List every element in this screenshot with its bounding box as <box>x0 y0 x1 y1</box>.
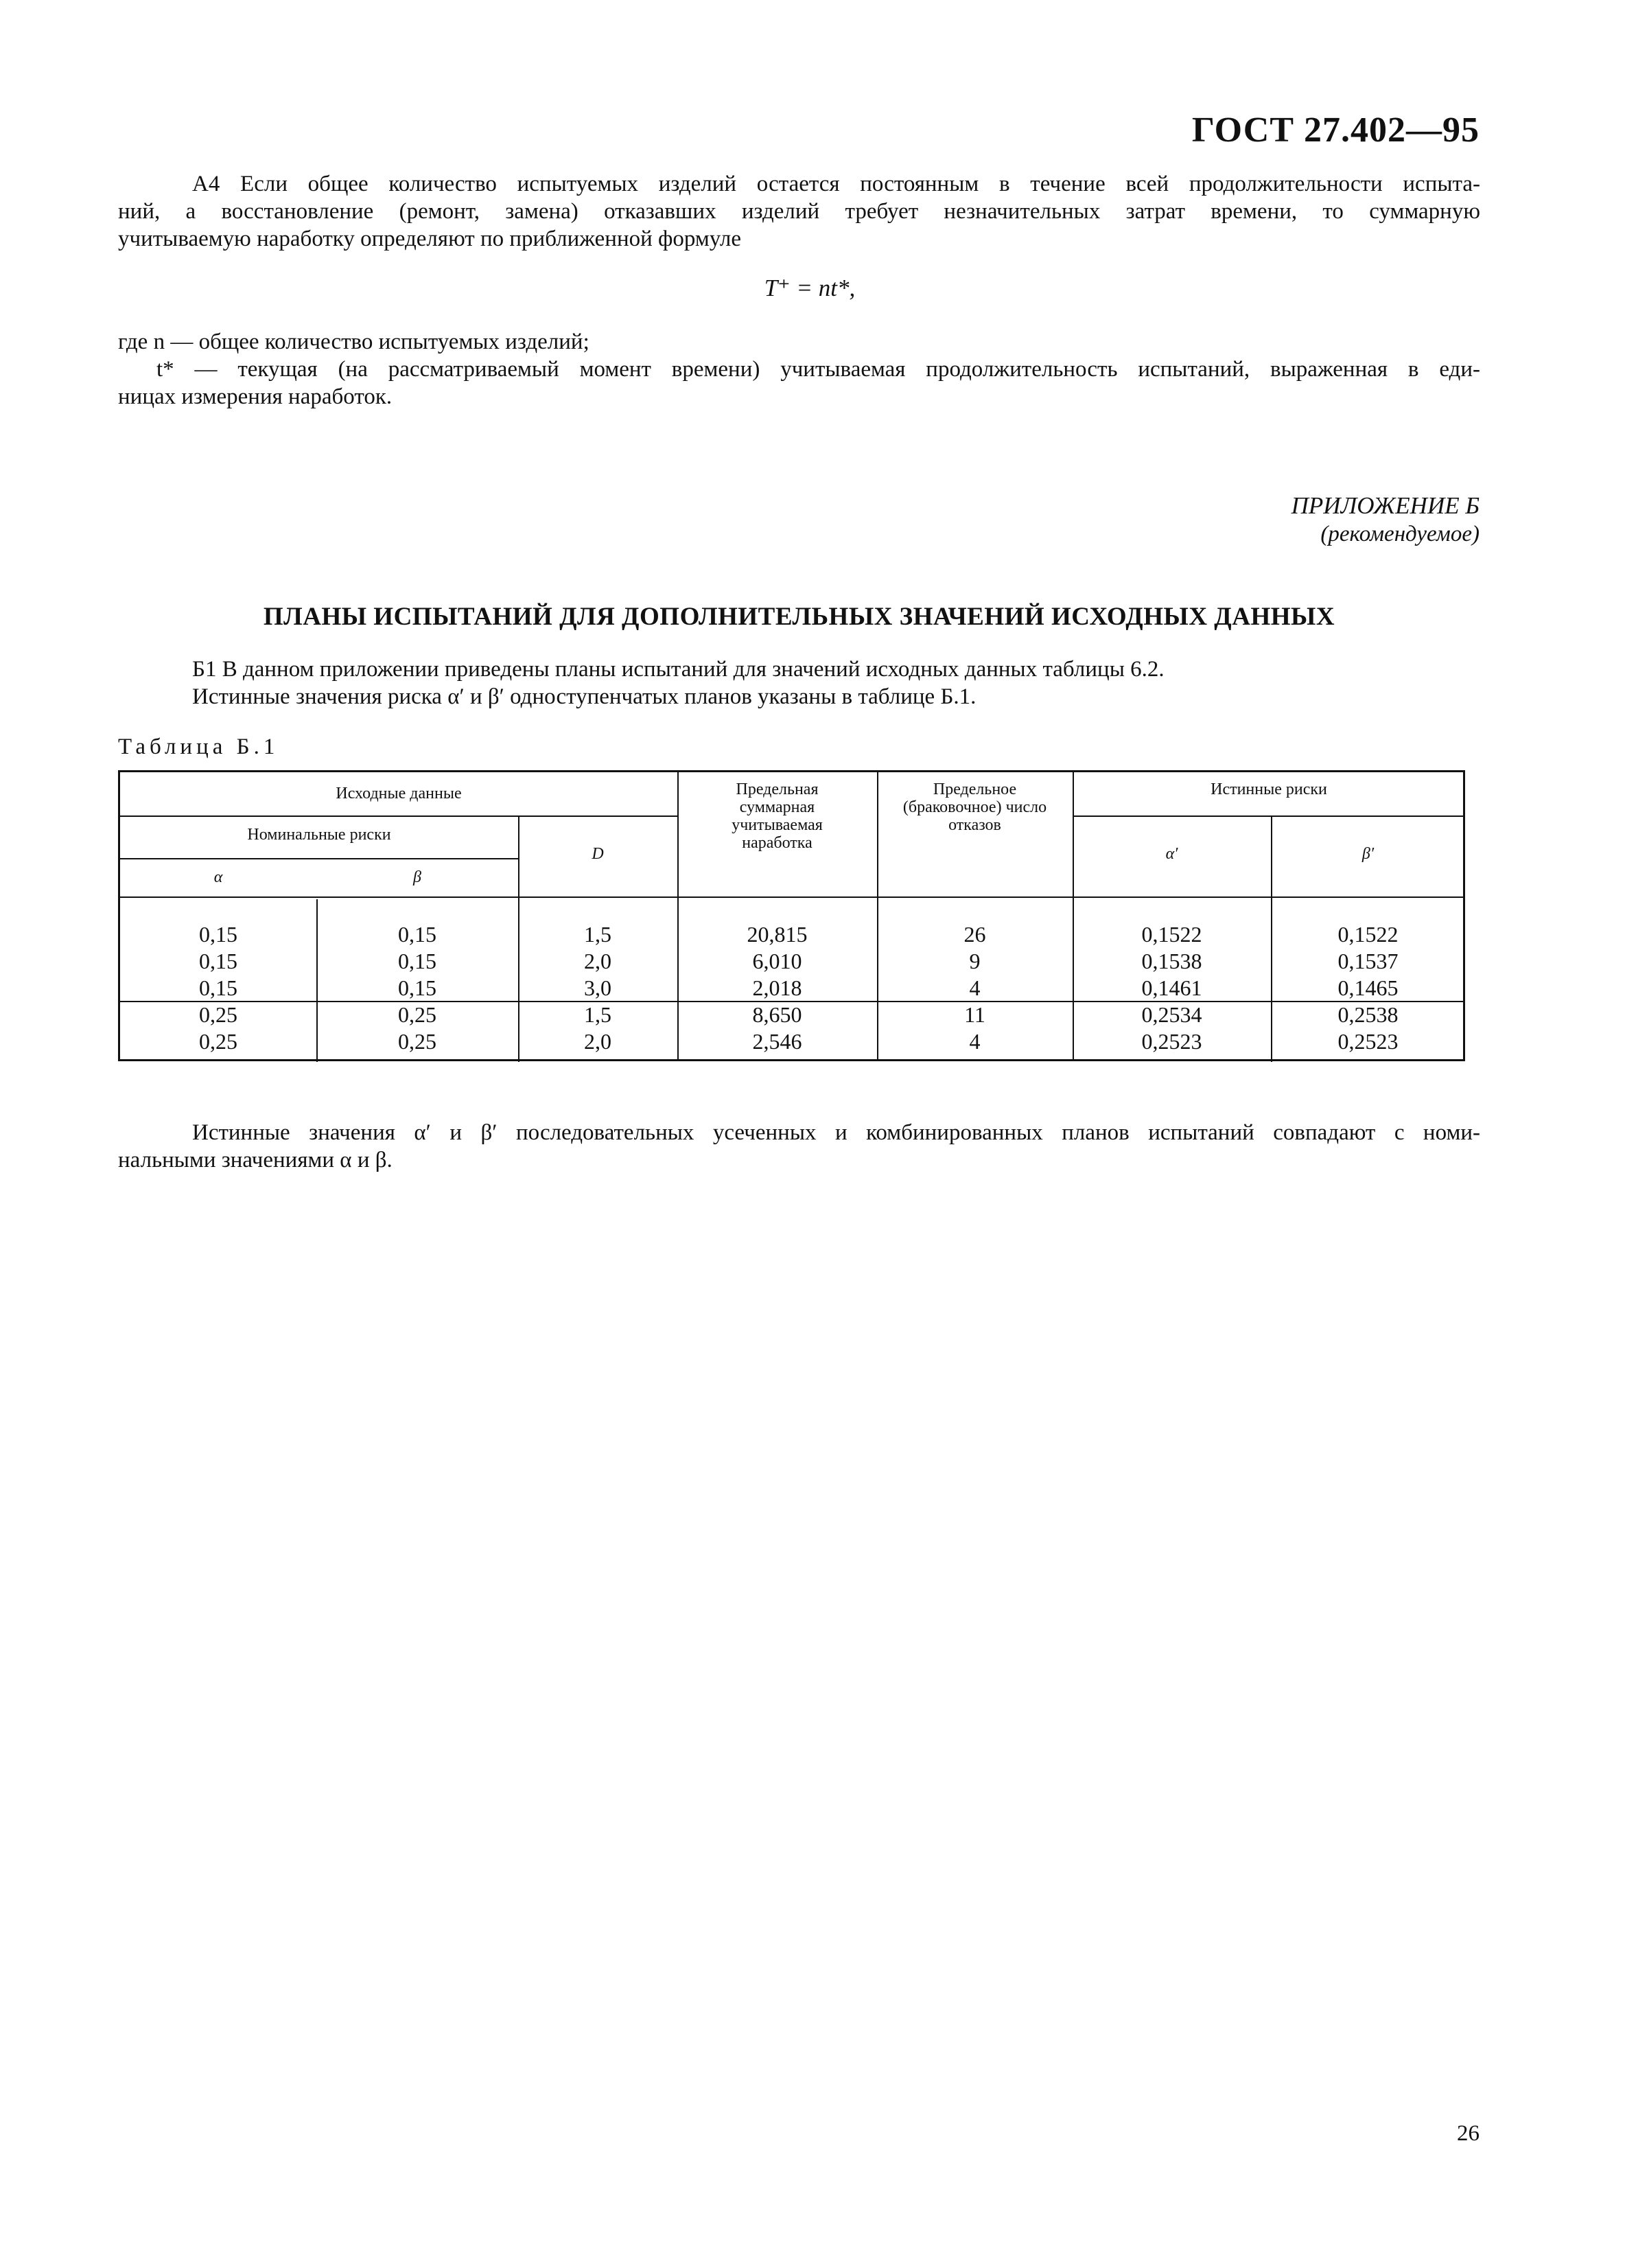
cell-total: 6,010 <box>752 949 802 973</box>
cell-total: 2,546 <box>752 1029 802 1054</box>
where-line-3: ницах измерения наработок. <box>118 384 393 409</box>
cell-alpha: 0,15 <box>199 949 237 973</box>
appendix-sublabel: (рекомендуемое) <box>1320 522 1480 546</box>
cell-fails: 9 <box>969 949 981 973</box>
cell-alpha: 0,25 <box>199 1029 237 1054</box>
cell-beta-p: 0,1537 <box>1337 949 1399 973</box>
header-limit-total-line-4: наработка <box>742 834 812 852</box>
document-code: ГОСТ 27.402—95 <box>1191 111 1480 150</box>
cell-beta: 0,25 <box>398 1002 436 1027</box>
cell-d: 2,0 <box>584 1029 611 1054</box>
paragraph-a4-line-3: учитываемую наработку определяют по приближенной формуле <box>118 227 741 251</box>
final-paragraph <box>118 1119 1480 1174</box>
header-limit-fails <box>877 780 1073 834</box>
header-limit-total <box>677 780 877 852</box>
where-definitions <box>118 356 1480 410</box>
cell-alpha-p: 0,2534 <box>1141 1002 1202 1027</box>
cell-alpha-p: 0,1461 <box>1141 975 1202 1000</box>
where-line-1: где n — общее количество испытуемых изделий; <box>118 329 589 354</box>
cell-fails: 11 <box>964 1002 985 1027</box>
cell-alpha: 0,15 <box>199 975 237 1000</box>
table-row <box>120 1028 1465 1055</box>
cell-beta-p: 0,2538 <box>1337 1002 1399 1027</box>
cell-fails: 4 <box>969 1029 981 1054</box>
cell-total: 2,018 <box>752 975 802 1000</box>
paragraph-b1-line-2: Истинные значения риска α′ и β′ одноступенчатых планов указаны в таблице Б.1. <box>192 684 977 709</box>
cell-beta: 0,15 <box>398 949 436 973</box>
header-limit-total-line-2: суммарная <box>739 798 815 816</box>
table-b1 <box>118 770 1465 1061</box>
cell-d: 1,5 <box>584 1002 611 1027</box>
cell-d: 3,0 <box>584 975 611 1000</box>
cell-alpha-p: 0,1538 <box>1141 949 1202 973</box>
final-paragraph-line-1: Истинные значения α′ и β′ последовательных усеченных и комбинированных планов испытаний совпадают с номи- <box>192 1120 1480 1145</box>
cell-d: 1,5 <box>584 922 611 947</box>
final-paragraph-line-2: нальными значениями α и β. <box>118 1148 393 1172</box>
appendix-label: ПРИЛОЖЕНИЕ Б <box>1291 492 1480 519</box>
cell-beta: 0,15 <box>398 922 436 947</box>
cell-beta-p: 0,2523 <box>1337 1029 1399 1054</box>
header-alpha-prime: α′ <box>1165 845 1178 863</box>
table-row <box>120 921 1465 948</box>
header-nominal-risks: Номинальные риски <box>247 826 391 844</box>
table-caption: Таблица Б.1 <box>118 734 279 759</box>
hline-header-bottom <box>120 896 1465 898</box>
paragraph-b1-line-1: Б1 В данном приложении приведены планы испытаний для значений исходных данных таблицы 6.2. <box>192 657 1165 682</box>
cell-alpha-p: 0,2523 <box>1141 1029 1202 1054</box>
table-row <box>120 948 1465 975</box>
table-row <box>120 1002 1465 1028</box>
header-limit-fails-line-1: Предельное <box>933 780 1017 798</box>
header-d: D <box>592 845 604 863</box>
hline-true-risks <box>1073 815 1465 817</box>
header-initial-data: Исходные данные <box>336 785 462 802</box>
header-limit-total-line-1: Предельная <box>736 780 819 798</box>
cell-beta-p: 0,1522 <box>1337 922 1399 947</box>
cell-d: 2,0 <box>584 949 611 973</box>
section-title: ПЛАНЫ ИСПЫТАНИЙ ДЛЯ ДОПОЛНИТЕЛЬНЫХ ЗНАЧЕНИЙ ИСХОДНЫХ ДАННЫХ <box>263 603 1335 631</box>
cell-alpha: 0,15 <box>199 922 237 947</box>
cell-fails: 26 <box>963 922 986 947</box>
cell-beta: 0,15 <box>398 975 436 1000</box>
paragraph-a4 <box>118 170 1480 253</box>
cell-total: 8,650 <box>752 1002 802 1027</box>
where-line-2: t* — текущая (на рассматриваемый момент времени) учитываемая продолжительность испытаний, выраженная в еди- <box>156 357 1480 382</box>
cell-fails: 4 <box>969 975 981 1000</box>
cell-beta-p: 0,1465 <box>1337 975 1399 1000</box>
header-beta-prime: β′ <box>1361 845 1375 863</box>
table-row <box>120 975 1465 1002</box>
page-number: 26 <box>1457 2121 1480 2146</box>
formula: T⁺ = nt*, <box>764 275 856 301</box>
paragraph-a4-line-1: А4 Если общее количество испытуемых изделий остается постоянным в течение всей продолжительности испыта- <box>192 172 1480 196</box>
header-limit-fails-line-2: (браковочное) число <box>902 798 1047 816</box>
cell-alpha-p: 0,1522 <box>1141 922 1202 947</box>
paragraph-a4-line-2: ний, а восстановление (ремонт, замена) отказавших изделий требует незначительных затрат времени, то суммарную <box>118 199 1480 224</box>
header-true-risks: Истинные риски <box>1211 780 1327 798</box>
hline-nominal <box>120 858 518 859</box>
cell-total: 20,815 <box>747 922 808 947</box>
header-limit-fails-line-3: отказов <box>948 816 1001 834</box>
hline-initial-data <box>120 815 677 817</box>
header-beta: β <box>413 868 421 886</box>
cell-alpha: 0,25 <box>199 1002 237 1027</box>
header-limit-total-line-3: учитываемая <box>732 816 823 834</box>
header-alpha: α <box>213 868 223 886</box>
cell-beta: 0,25 <box>398 1029 436 1054</box>
